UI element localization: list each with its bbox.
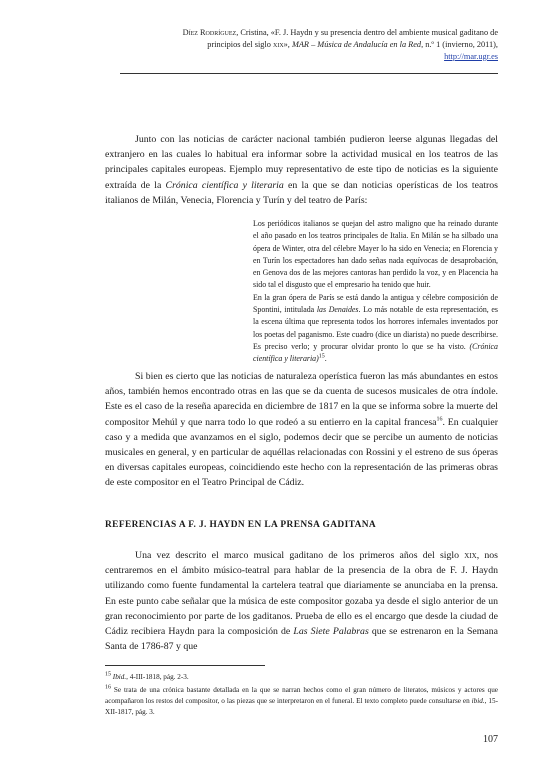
footnote-16-ibid: ibid. <box>471 697 485 705</box>
footnote-15-text: , 4-III-1818, pág. 2-3. <box>126 673 189 681</box>
header-century: xix <box>272 40 284 49</box>
p3-century: xix <box>464 550 477 561</box>
quote-p2-text: En la gran ópera de París se está dando la antigua y célebre composición de Spontini, intitulada <box>253 292 498 315</box>
paragraph-1 <box>105 132 498 208</box>
p1-text: Junto con las noticias de carácter nacional también pudieron leerse algunas llegadas del extranjero en las cuales lo habitual era informar sobre la actividad musical en los teatros de las principales capitales europeas. Ejemplo muy representativo de este tipo de noticias es la siguiente extraída de la <box>105 134 498 191</box>
header-divider <box>120 73 498 74</box>
header-issue: , n.º 1 (invierno, 2011), <box>421 40 498 49</box>
quote-paragraph-2 <box>253 292 498 366</box>
block-quote <box>253 218 498 366</box>
quote-end: . <box>324 354 327 364</box>
footnote-divider <box>105 665 265 666</box>
page-number: 107 <box>483 734 498 745</box>
p3-text-3: que se estrenaron en la Semana Santa de 1786-87 y que <box>105 626 498 653</box>
quote-p2-italic: las Denaides <box>316 305 359 315</box>
footnote-16-number: 16 <box>105 684 111 691</box>
footnote-15-number: 15 <box>105 671 111 678</box>
paragraph-2 <box>105 369 498 491</box>
header-line2-pre: principios del siglo <box>207 40 273 49</box>
footnote-16-text-end: , 15-XII-1817, pág. 3. <box>105 697 498 716</box>
p1-italic-title: Crónica científica y literaria <box>165 179 284 191</box>
quote-p2-text-end: . Lo más notable de esta representación, es la escena última que representa todos los horrores infernales inventados por los poetas del paganismo. Este cuadro (dice un diarista) no puede describirse. Es preciso verlo; y procurar olvidar pronto lo que se ha visto. <box>253 305 499 351</box>
p3-italic-title: Las Siete Palabras <box>293 626 369 638</box>
footnote-15-ibid: Ibid. <box>112 673 127 681</box>
header-journal: MAR – Música de Andalucía en la Red <box>291 40 422 49</box>
quote-source: (Crónica científica y literaria) <box>253 341 498 364</box>
header-author: Díez Rodríguez <box>182 28 237 37</box>
p3-text-1: Una vez descrito el marco musical gaditano de los primeros años del siglo <box>135 550 465 561</box>
section-heading: REFERENCIAS A F. J. HAYDN EN LA PRENSA GADITANA <box>105 520 377 530</box>
paragraph-3 <box>105 548 498 654</box>
footnote-15 <box>105 672 498 683</box>
p1-text-end: en la que se dan noticias operísticas de los teatros italianos de Milán, Venecia, Florencia y Turín y del teatro de París: <box>105 179 498 206</box>
quote-paragraph-1: Los periódicos italianos se quejan del astro maligno que ha reinado durante el año pasado en los teatros principales de Italia. En Milán se ha silbado una ópera de Winter, otra del célebre Mayer lo ha sido en Venecia; en Florencia y en Turín los espectadores han dado señas nada equívocas de desaprobación, en Genova dos de las mejores cantoras han perdido la voz, y en Placencia ha sido tal el disgusto que el empresario ha tenido que huir. <box>253 219 498 290</box>
header-line1: , Cristina, «F. J. Haydn y su presencia dentro del ambiente musical gaditano de <box>236 28 498 37</box>
p3-text-2: , nos centraremos en el ámbito músico-teatral para hablar de la presencia de la obra de F. J. Haydn utilizando como fuente fundamental la cartelera teatral que diariamente se anunciaba en la prensa. En este punto cabe señalar que la música de este compositor gozaba ya desde el siglo anterior de un gran reconocimiento por parte de los gaditanos. Prueba de ello es el encargo que desde la ciudad de Cádiz recibiera Haydn para la composición de <box>105 550 498 638</box>
footnote-ref-15[interactable]: 15 <box>318 353 325 360</box>
footnote-16 <box>105 685 498 718</box>
running-header <box>120 27 498 63</box>
p2-text: Si bien es cierto que las noticias de naturaleza operística fueron las más abundantes en estos años, también hemos encontrado otras en las que se da cuenta de sucesos musicales de otra índole. Este es el caso de la reseña aparecida en diciembre de 1817 en la que se informa sobre la muerte del compositor Mehúl y que narra todo lo que rodeó a su entierro en la capital francesa <box>105 371 498 428</box>
header-url-link[interactable]: http://mar.ugr.es <box>444 52 498 61</box>
p2-text-end: . En cualquier caso y a medida que avanzamos en el siglo, podemos decir que se percibe un aumento de noticias musicales en general, y en particular de aquéllas relacionadas con Rossini y el estreno de sus óperas en diversas capitales europeas, coincidiendo este hecho con la representación de las primeras obras de este compositor en el Teatro Principal de Cádiz. <box>105 416 498 489</box>
header-line2-mid: », <box>283 40 292 49</box>
footnote-ref-16[interactable]: 16 <box>436 416 443 423</box>
footnote-16-text: Se trata de una crónica bastante detallada en la que se narran hechos como el gran número de literatos, músicos y actores que acompañaron los restos del compositor, o las piezas que se interpretaron en el funeral. El texto completo puede consultarse en <box>105 686 498 705</box>
footnotes <box>105 672 498 720</box>
